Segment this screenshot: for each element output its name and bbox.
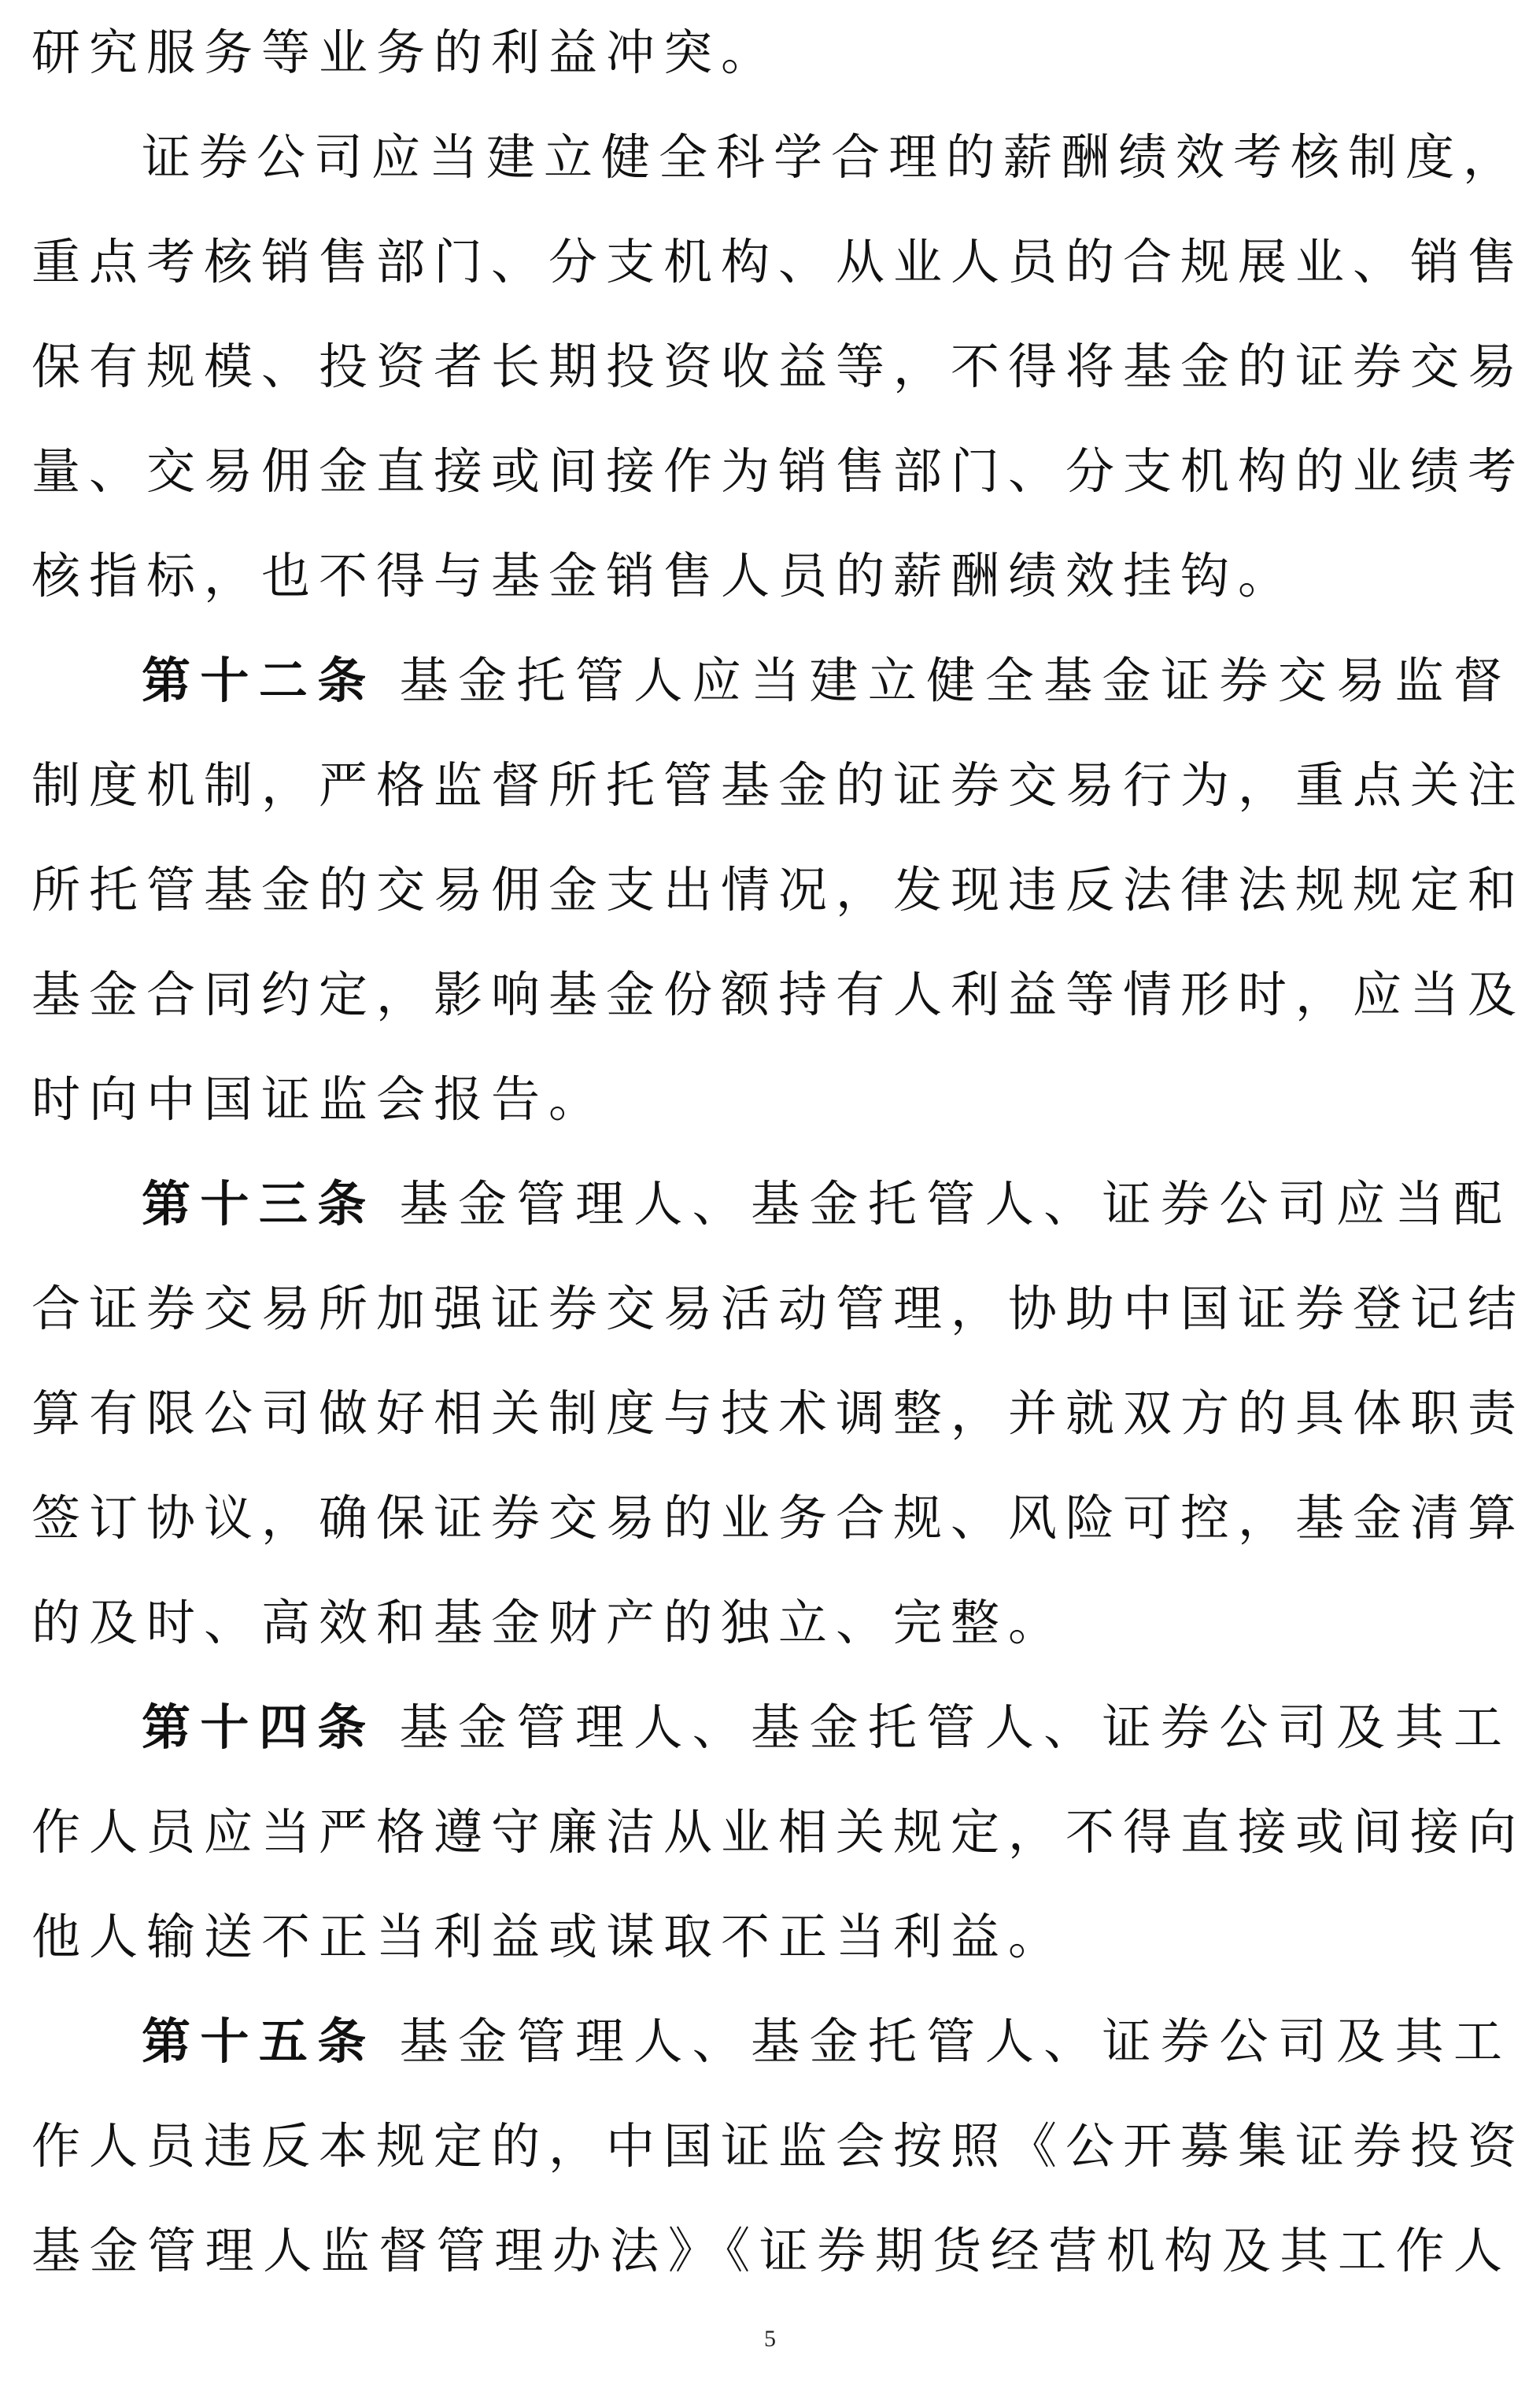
article-heading: 第十二条: [142, 652, 376, 709]
text-line: 算有限公司做好相关制度与技术调整，并就双方的具体职责: [31, 1384, 1526, 1442]
text-line: [31, 1675, 1511, 1780]
text-line: 时向中国证监会报告。: [31, 1070, 607, 1128]
text-line: 制度机制，严格监督所托管基金的证券交易行为，重点关注: [31, 756, 1526, 814]
text-line: 保有规模、投资者长期投资收益等，不得将基金的证券交易: [31, 338, 1526, 395]
page-number: 5: [764, 2326, 776, 2352]
text-line: 作人员应当严格遵守廉洁从业相关规定，不得直接或间接向: [31, 1803, 1526, 1861]
text-line: 研究服务等业务的利益冲突。: [31, 24, 779, 81]
article-heading: 第十四条: [142, 1698, 376, 1756]
paragraph-continuation: [31, 0, 1511, 105]
text-line: 基金管理人监督管理办法》《证券期货经营机构及其工作人: [31, 2222, 1511, 2279]
article-text: 基金管理人、基金托管人、证券公司应当配: [399, 1175, 1511, 1233]
text-line: [31, 1989, 1511, 2094]
text-line: [31, 628, 1511, 733]
article-14: [31, 1675, 1526, 1989]
article-12: [31, 628, 1526, 1151]
text-line: 核指标，也不得与基金销售人员的薪酬绩效挂钩。: [31, 547, 1296, 604]
text-line: 签订协议，确保证券交易的业务合规、风险可控，基金清算: [31, 1489, 1526, 1547]
article-text: 基金托管人应当建立健全基金证券交易监督: [399, 652, 1511, 709]
article-text: 基金管理人、基金托管人、证券公司及其工: [399, 1698, 1511, 1756]
text-line: 量、交易佣金直接或间接作为销售部门、分支机构的业绩考: [31, 442, 1526, 500]
text-line: [31, 1151, 1511, 1256]
article-13: [31, 1151, 1526, 1675]
text-line: 所托管基金的交易佣金支出情况，发现违反法律法规规定和: [31, 861, 1526, 918]
document-body: [31, 0, 1526, 2303]
text-line: 重点考核销售部门、分支机构、从业人员的合规展业、销售: [31, 233, 1526, 290]
text-line: 证券公司应当建立健全科学合理的薪酬绩效考核制度，: [142, 128, 1521, 186]
text-line: 基金合同约定，影响基金份额持有人利益等情形时，应当及: [31, 966, 1526, 1023]
text-line: 的及时、高效和基金财产的独立、完整。: [31, 1594, 1066, 1651]
article-heading: 第十三条: [142, 1175, 376, 1233]
text-line: 他人输送不正当利益或谋取不正当利益。: [31, 1908, 1066, 1965]
article-text: 基金管理人、基金托管人、证券公司及其工: [399, 2013, 1511, 2070]
article-15: [31, 1989, 1526, 2303]
text-line: 作人员违反本规定的，中国证监会按照《公开募集证券投资: [31, 2117, 1526, 2175]
article-heading: 第十五条: [142, 2013, 376, 2070]
text-line: 合证券交易所加强证券交易活动管理，协助中国证券登记结: [31, 1280, 1526, 1337]
paragraph-compensation: [31, 105, 1526, 628]
